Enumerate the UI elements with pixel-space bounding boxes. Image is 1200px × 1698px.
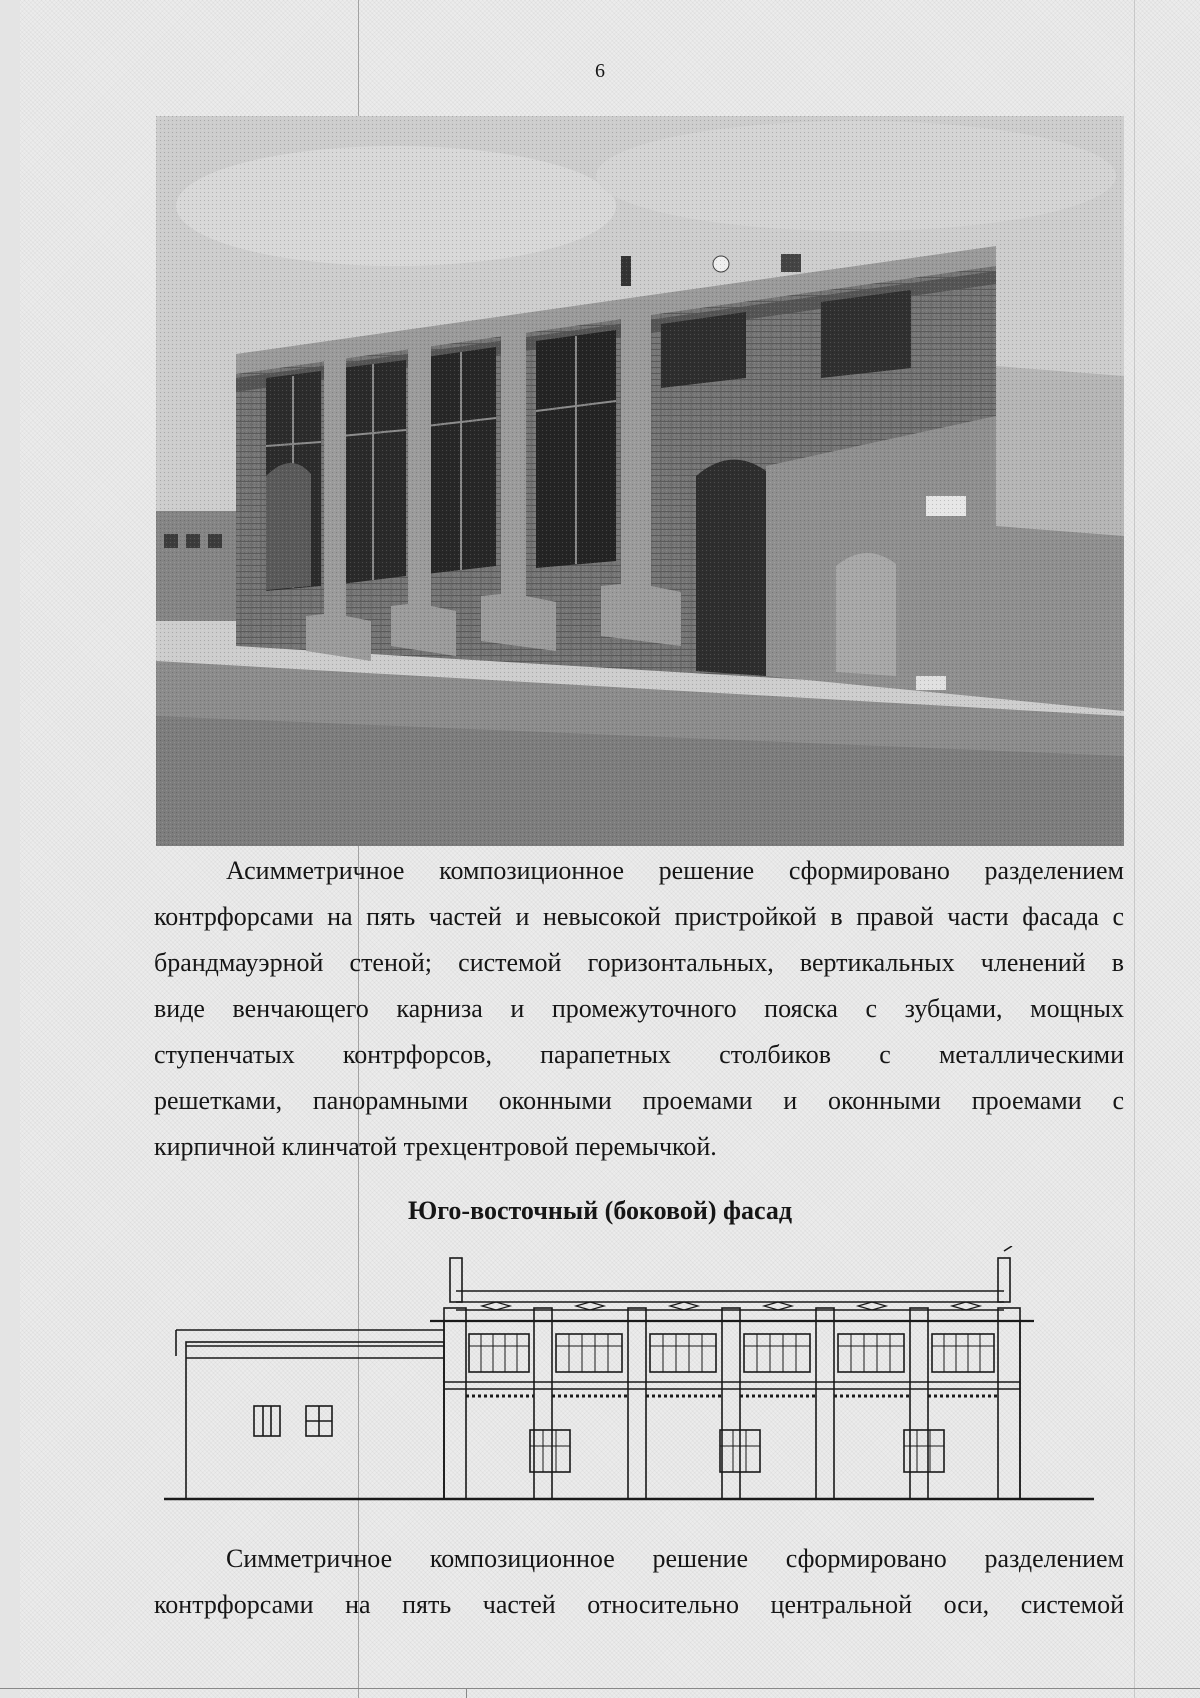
text-line: Асимметричное композиционное решение сформировано разделением: [226, 856, 1124, 885]
text-line: решетками, панорамными оконными проемами и оконными проемами с: [154, 1086, 1124, 1115]
text-line: виде венчающего карниза и промежуточного пояска с зубцами, мощных: [154, 994, 1124, 1023]
paragraph-asymmetric: [154, 848, 1124, 1170]
footer-rule: [0, 1688, 1200, 1689]
text-line: кирпичной клинчатой трехцентровой перемычкой.: [154, 1132, 717, 1161]
text-line: контрфорсами на пять частей и невысокой пристройкой в правой части фасада с: [154, 902, 1124, 931]
page-number: 6: [595, 60, 605, 82]
section-heading: Юго-восточный (боковой) фасад: [408, 1196, 792, 1225]
paragraph-symmetric: [154, 1536, 1124, 1628]
facade-elevation-drawing: [164, 1246, 1104, 1526]
building-photo: [156, 116, 1124, 846]
text-line: контрфорсами на пять частей относительно центральной оси, системой: [154, 1590, 1124, 1619]
text-line: ступенчатых контрфорсов, парапетных столбиков с металлическими: [154, 1040, 1124, 1069]
scan-artifact-line: [1134, 0, 1135, 1698]
footer-tick: [466, 1688, 467, 1698]
text-line: Симметричное композиционное решение сформировано разделением: [226, 1544, 1124, 1573]
text-line: брандмауэрной стеной; системой горизонтальных, вертикальных членений в: [154, 948, 1124, 977]
